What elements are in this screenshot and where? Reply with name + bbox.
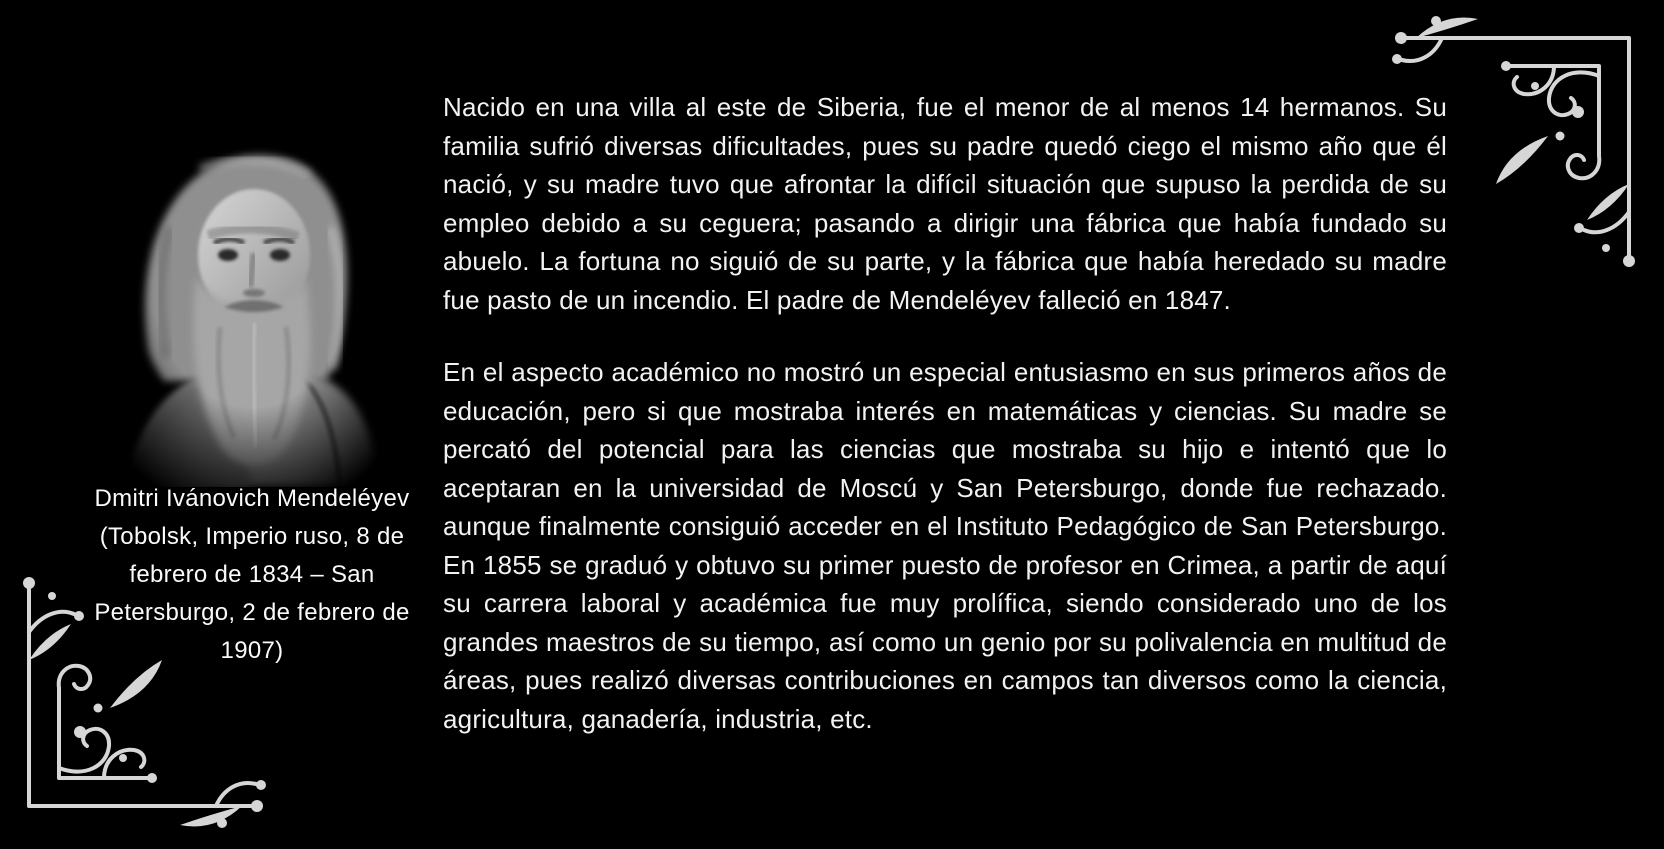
portrait-caption: Dmitri Ivánovich Mendeléyev (Tobolsk, Imperio ruso, 8 de febrero de 1834 – San Petersburgo, 2 de febrero de 1907) [94,485,410,664]
biography-paragraph: En el aspecto académico no mostró un especial entusiasmo en sus primeros años de educación, pero si que mostraba interés en matemáticas y ciencias. Su madre se percató del potencial para las ciencias que mostraba su hijo e intentó que lo aceptaran en la universidad de Moscú y San Petersburgo, donde fue rechazado. aunque finalmente consiguió acceder en el Instituto Pedagógico de San Petersburgo. En 1855 se graduó y obtuvo su primer puesto de profesor en Crimea, a partir de aquí su carrera laboral y académica fue muy prolífica, siendo considerado uno de los grandes maestros de su tiempo, así como un genio por su polivalencia en multitud de áreas, pues realizó diversas contribuciones en campos tan diversos como la ciencia, agricultura, ganadería, industria, etc. [443,357,1447,734]
portrait-photo [104,117,400,487]
biography-paragraph: Nacido en una villa al este de Siberia, fue el menor de al menos 14 hermanos. Su familia sufrió diversas dificultades, pues su padre quedó ciego el mismo año que él nació, y su madre tuvo que afrontar la difícil situación que supuso la perdida de su empleo debido a su ceguera; pasando a dirigir una fábrica que había fundado su abuelo. La fortuna no siguió de su parte, y la fábrica que había heredado su madre fue pasto de un incendio. El padre de Mendeléyev falleció en 1847. [443,92,1447,315]
biography-text [443,88,1447,738]
